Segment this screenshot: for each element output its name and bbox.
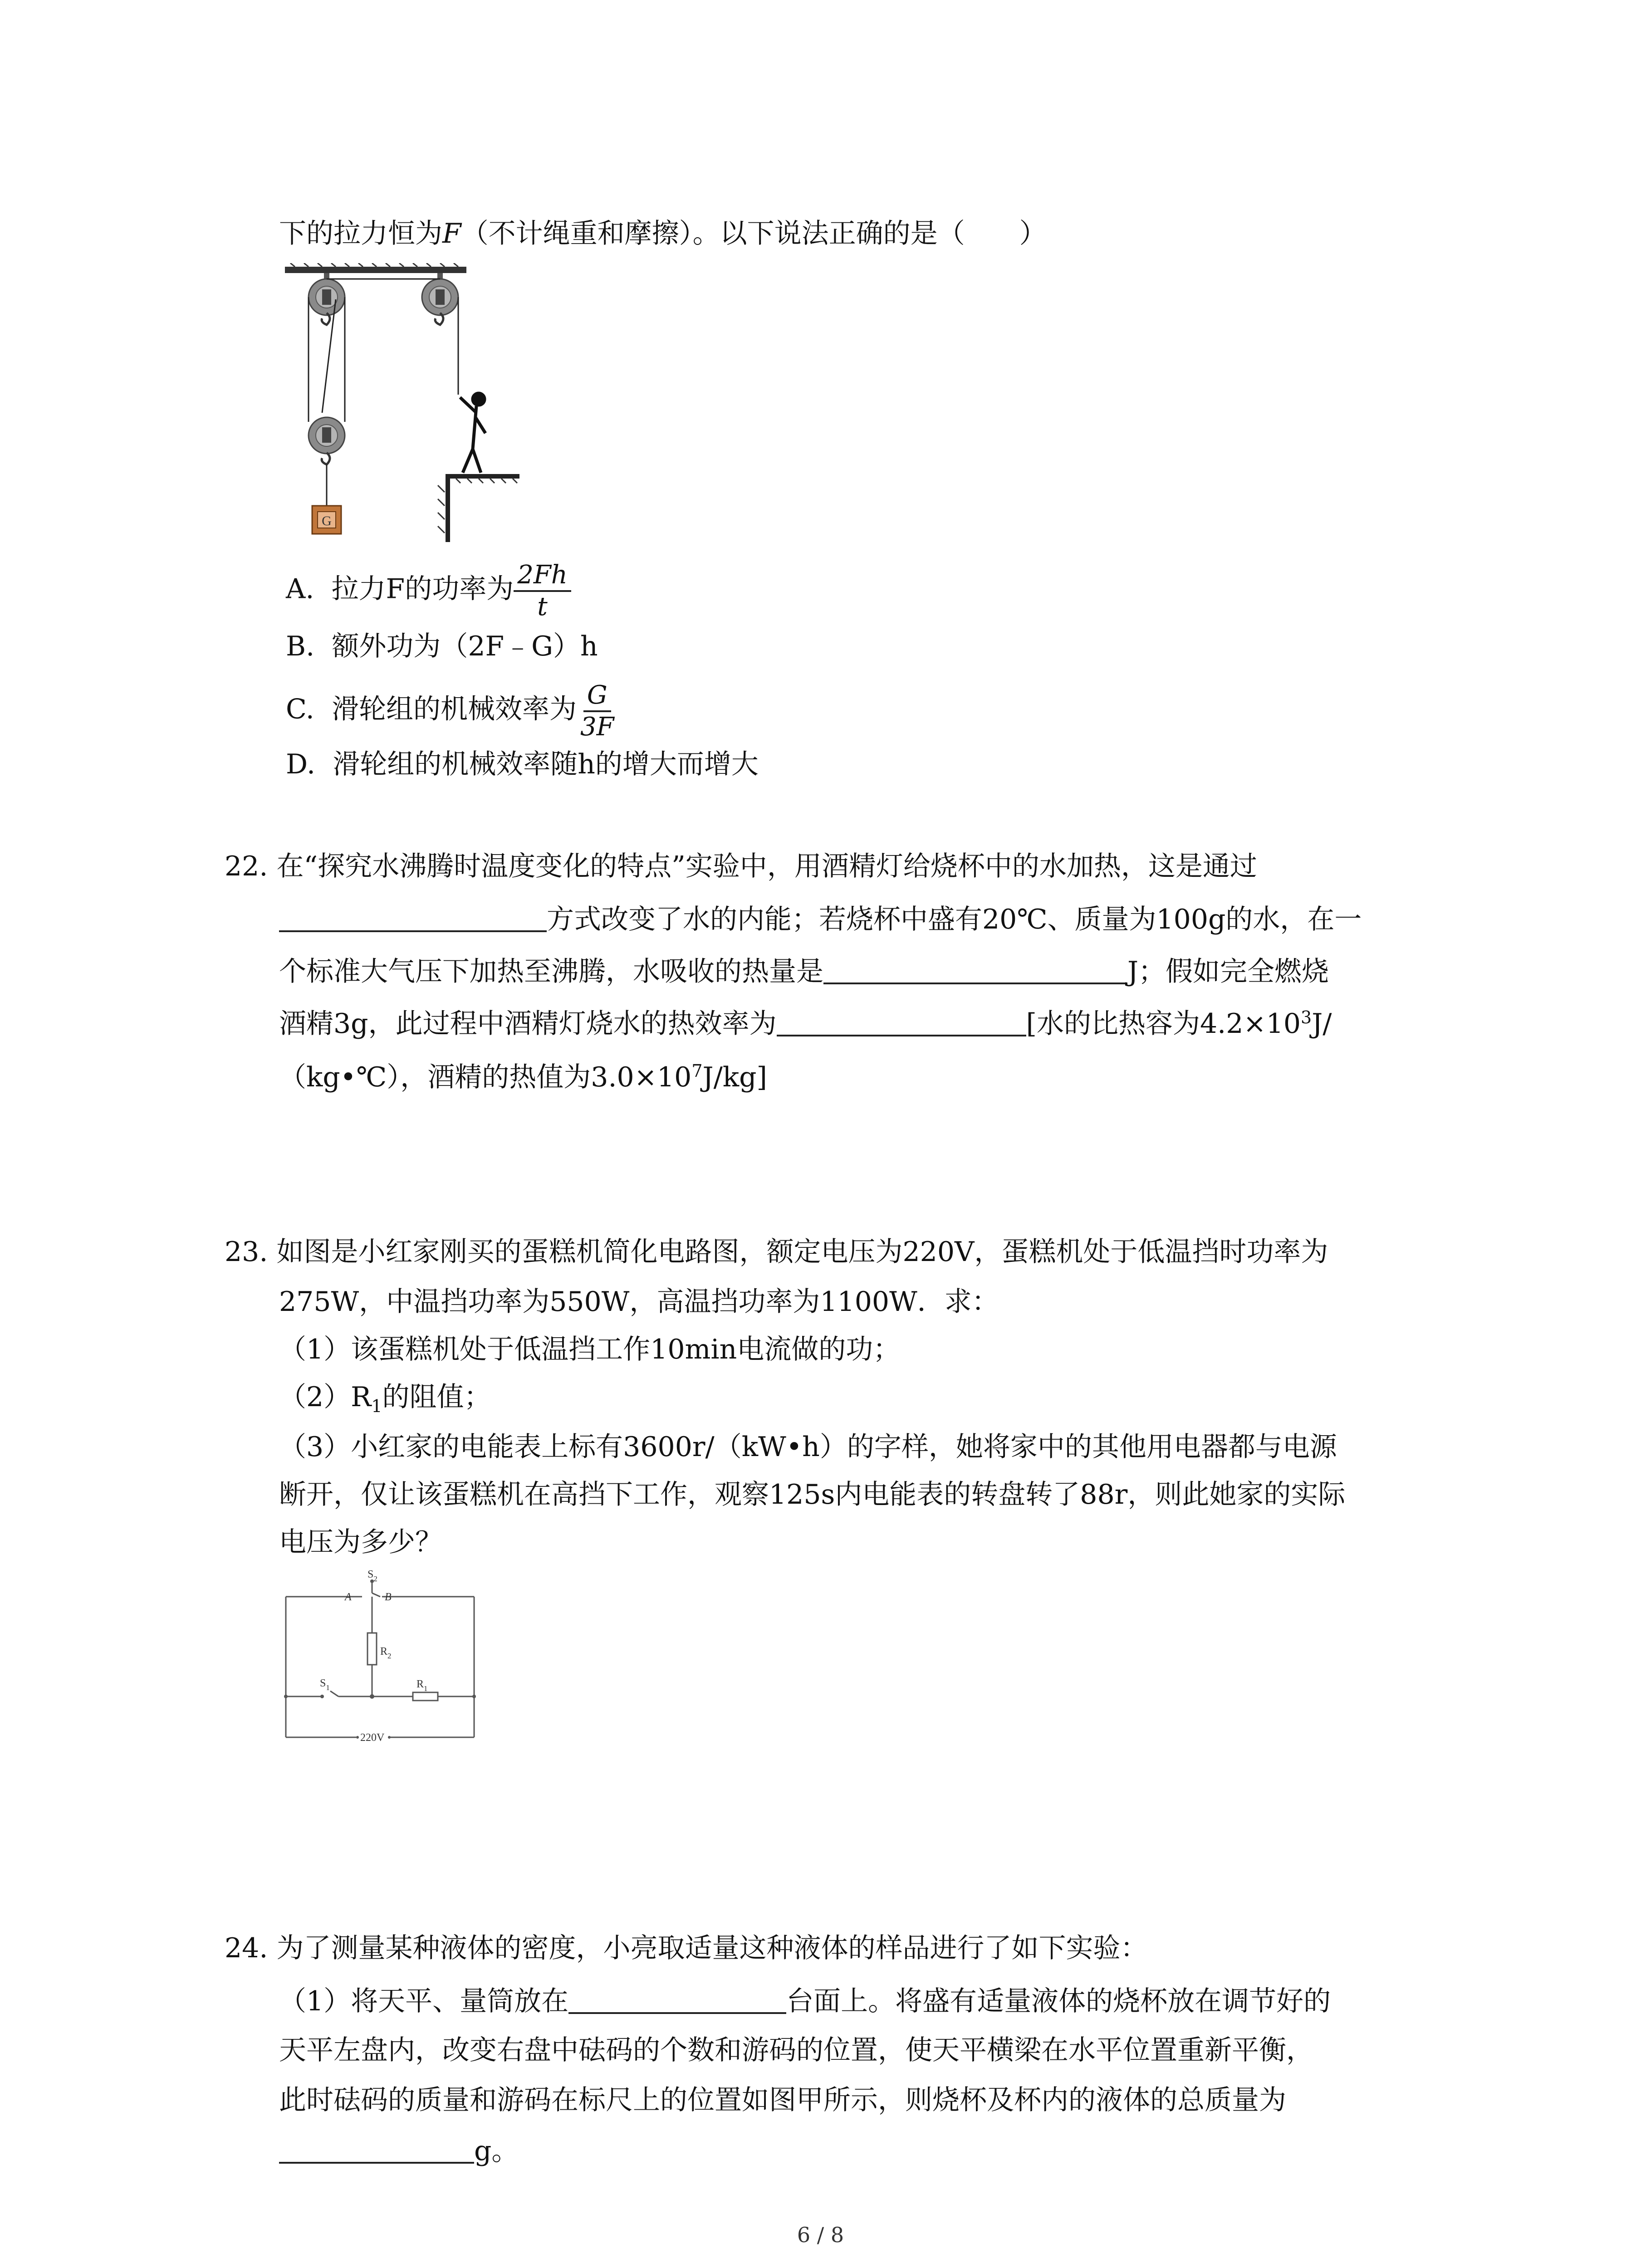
q23-line-1: 23. 如图是小红家刚买的蛋糕机简化电路图，额定电压为220V，蛋糕机处于低温挡时功率为 xyxy=(225,1236,1328,1268)
q24-blank-1[interactable] xyxy=(568,1982,786,2014)
q22-number: 22. xyxy=(225,850,268,882)
q23-part-3-cont: 断开，仅让该蛋糕机在高挡下工作，观察125s内电能表的转盘转了88r，则此她家的实际 xyxy=(279,1479,1346,1510)
r2-label: R xyxy=(380,1646,388,1657)
stick-man xyxy=(460,393,485,473)
q22-blank-3[interactable] xyxy=(777,1005,1026,1036)
b-label: B xyxy=(385,1591,392,1603)
option-c: C. 滑轮组的机械效率为 $\frac{G}{3F}$ xyxy=(286,680,617,742)
q24-line-3: 天平左盘内，改变右盘中砝码的个数和游码的位置，使天平横梁在水平位置重新平衡， xyxy=(279,2034,1313,2066)
r1-label: R xyxy=(416,1678,424,1690)
q23-part-1: （1）该蛋糕机处于低温挡工作10min电流做的功； xyxy=(279,1334,901,1365)
q22-line-3: 个标准大气压下加热至沸腾，水吸收的热量是 J；假如完全燃烧 xyxy=(279,953,1329,990)
q23-part-3-end: 电压为多少？ xyxy=(279,1526,442,1558)
svg-text:R1: $R_1$ xyxy=(416,1678,428,1693)
q24-line-4: 此时砝码的质量和游码在标尺上的位置如图甲所示，则烧杯及杯内的液体的总质量为 xyxy=(279,2084,1286,2116)
q24-number: 24. xyxy=(225,1932,268,1964)
q22-line-5: （kg•℃），酒精的热值为$3.0\times 10^7J/kg$] xyxy=(279,1061,767,1093)
q23-part-2: $(2)R_1$的阻值； xyxy=(279,1381,491,1416)
s2-label: S xyxy=(367,1569,374,1580)
q23-line-2: 275W，中温挡功率为550W，高温挡功率为1100W．求： xyxy=(279,1286,999,1318)
q22-line-1: 22. 在“探究水沸腾时温度变化的特点”实验中，用酒精灯给烧杯中的水加热，这是通过 xyxy=(225,850,1257,882)
page-number: 6 / 8 xyxy=(797,2223,844,2247)
svg-text:S1: $S_1$ xyxy=(320,1677,330,1692)
q24-line-1: 24. 为了测量某种液体的密度，小亮取适量这种液体的样品进行了如下实验： xyxy=(225,1932,1148,1964)
weight-label: G xyxy=(322,513,332,528)
q22-blank-1[interactable] xyxy=(279,900,547,932)
q22-blank-2[interactable] xyxy=(823,953,1127,984)
q24-line-5: g。 xyxy=(279,2132,519,2169)
svg-text:S2: $S_2$ xyxy=(367,1569,377,1583)
q22-line-2: 方式改变了水的内能；若烧杯中盛有20℃、质量为100g的水，在一 xyxy=(279,900,1362,938)
option-b: B. 额外功为（2F﹣G）h xyxy=(286,631,598,662)
option-a-fraction: $\frac{2Fh}{t}$ xyxy=(514,560,571,622)
circuit-diagram xyxy=(277,1565,485,1746)
option-c-fraction: $\frac{G}{3F}$ xyxy=(580,680,614,742)
s1-label: S xyxy=(320,1677,326,1689)
q23-number: 23. xyxy=(225,1236,268,1268)
option-d: D. 滑轮组的机械效率随h的增大而增大 xyxy=(286,748,759,780)
q22-line-4: 酒精3g，此过程中酒精灯烧水的热效率为 [水的比热容为$4.2\times 10^3J/$ xyxy=(279,1005,1332,1042)
a-label: A xyxy=(345,1591,352,1603)
q23-part-3: （3）小红家的电能表上标有3600r/（kW•h）的字样，她将家中的其他用电器都与电源 xyxy=(279,1431,1337,1463)
q24-line-2: （1）将天平、量筒放在 台面上。将盛有适量液体的烧杯放在调节好的 xyxy=(279,1982,1331,2019)
pulley-figure xyxy=(277,263,531,544)
q21-stem: 下的拉力恒为F（不计绳重和摩擦）。以下说法正确的是（ ） xyxy=(279,218,1047,249)
q24-blank-2[interactable] xyxy=(279,2132,474,2164)
option-a: A. 拉力F的功率为 $\frac{2Fh}{t}$ xyxy=(286,560,571,622)
voltage-label: 220V xyxy=(360,1732,385,1744)
svg-text:R2: $R_2$ xyxy=(380,1646,392,1660)
